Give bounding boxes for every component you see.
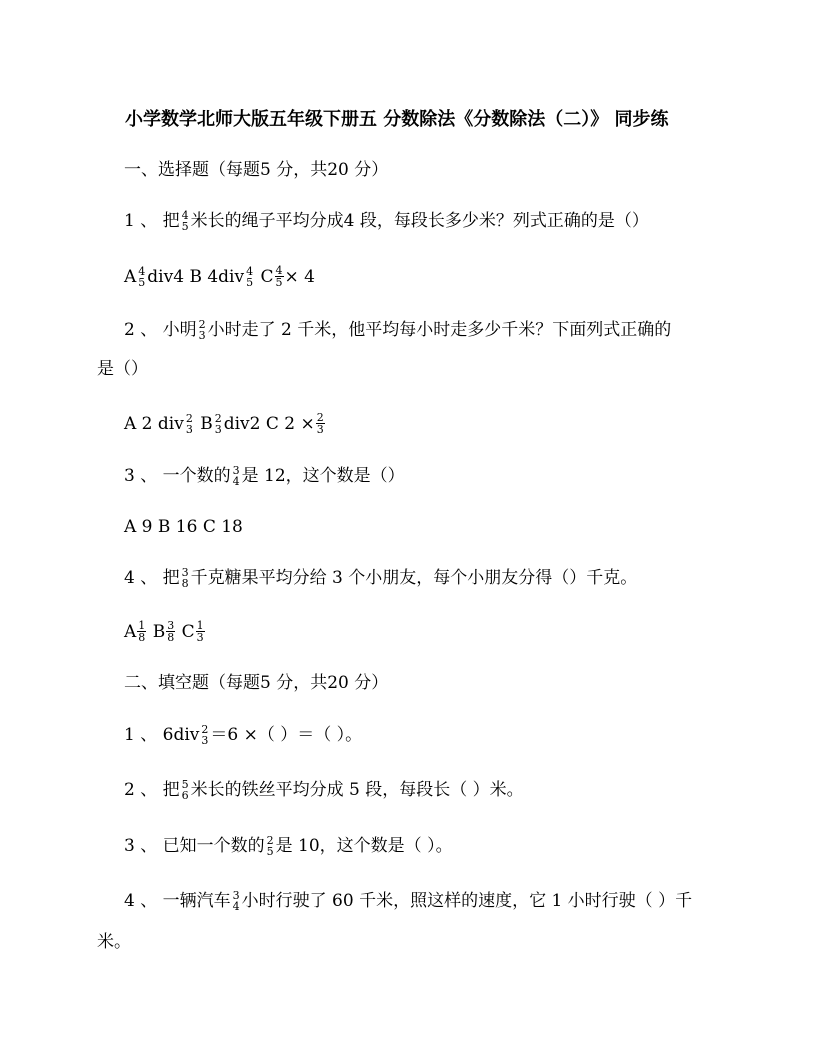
fraction: 3 4 [232,888,240,913]
options-1-1: A 4 5 div4 B 4div 4 5 C $\frac{4}{5}$ × 4 [124,264,315,289]
options-1-4: A $\frac{1}{8}$ B $\frac{3}{8}$ C $\frac{1}{3}$ [124,619,204,644]
question-2-4-continued: 米。 [97,932,131,952]
question-2-2: 2 、 把 5 6 米长的铁丝平均分成 5 段，每段长（ ）米。 [124,777,524,802]
fraction: $\frac{1}{3}$ [196,619,204,644]
question-2-3: 3 、 已知一个数的 2 5 是 10，这个数是（ ）。 [124,833,453,858]
fraction: 4 5 [181,208,189,233]
fraction: $\frac{1}{8}$ [138,619,146,644]
question-1-2: 2 、 小明 2 3 小时走了 2 千米，他平均每小时走多少千米？下面列式正确的 [124,317,672,342]
options-1-2: A 2 div 2 3 B 2 3 div2 C 2 × $\frac{2}{3}$ [124,411,324,436]
options-1-3: A 9 B 16 C 18 [124,517,243,537]
fraction: 2 5 [266,833,274,858]
question-1-1: 1 、 把 4 5 米长的绳子平均分成4 段，每段长多少米？列式正确的是（） [124,208,649,233]
fraction: 5 6 [181,777,189,802]
fraction: $\frac{2}{3}$ [316,411,324,436]
fraction: 2 3 [214,411,222,436]
fraction: $\frac{4}{5}$ [275,264,283,289]
fraction: 2 3 [185,411,193,436]
question-1-3: 3 、 一个数的 3 4 是 12，这个数是（） [124,463,405,488]
fraction: 4 5 [246,264,254,289]
fraction: 3 8 [181,565,189,590]
fraction: $\frac{3}{8}$ [167,619,175,644]
section-heading-fill: 二、填空题（每题5 分，共20 分） [124,673,389,693]
question-1-2-continued: 是（） [97,359,148,379]
fraction: 2 3 [198,317,206,342]
question-1-4: 4 、 把 3 8 千克糖果平均分给 3 个小朋友，每个小朋友分得（）千克。 [124,565,638,590]
section-heading-choice: 一、选择题（每题5 分，共20 分） [124,160,389,180]
fraction: 2 3 [201,722,209,747]
page-title: 小学数学北师大版五年级下册五 分数除法《分数除法（二）》 同步练 [125,109,669,130]
question-2-1: 1 、 6div 2 3 ＝6 ×（ ）＝（ ）。 [124,722,363,747]
fraction: 3 4 [232,463,240,488]
fraction: 4 5 [138,264,146,289]
question-2-4: 4 、 一辆汽车 3 4 小时行驶了 60 千米，照这样的速度，它 1 小时行驶（ ）千 [124,888,693,913]
